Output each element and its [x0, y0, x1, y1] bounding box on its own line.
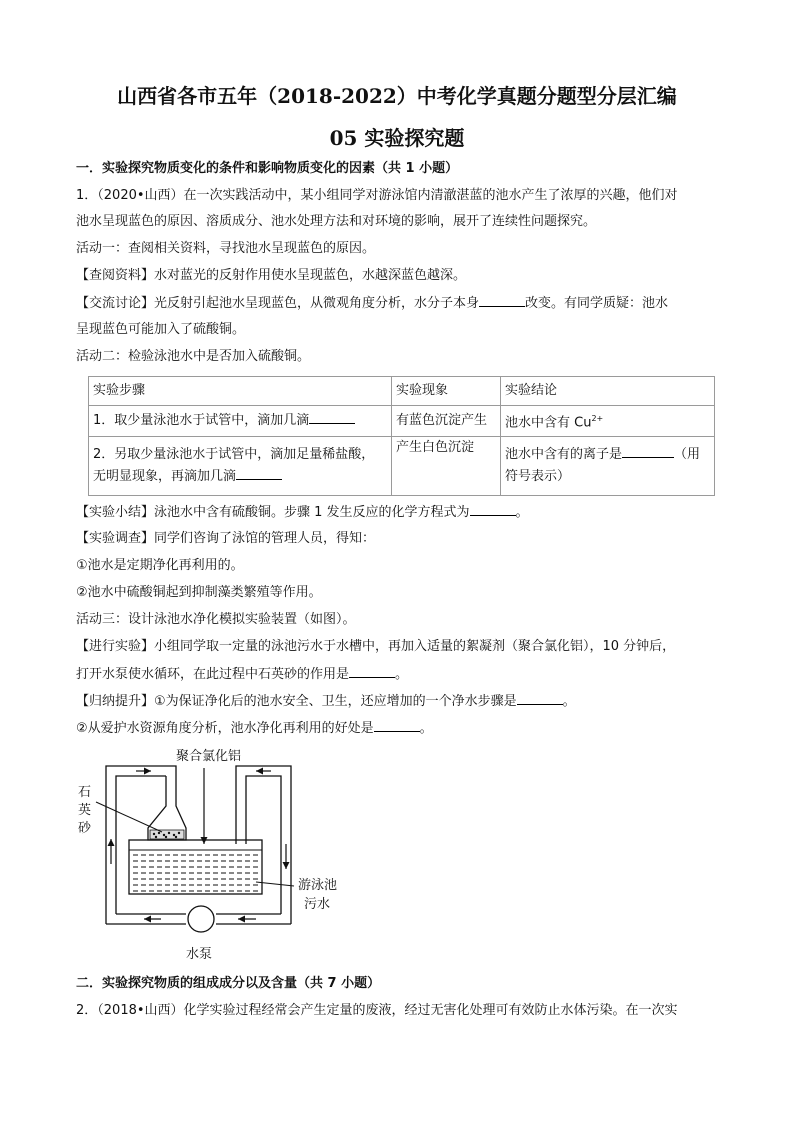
- pump-icon: [188, 906, 214, 932]
- row1-conclusion: [501, 406, 715, 437]
- label-sand-1: 石: [78, 785, 92, 800]
- header-phenomenon: 实验现象: [392, 377, 501, 406]
- label-pool-water-1: 游泳池: [298, 878, 338, 893]
- header-step: 实验步骤: [89, 377, 392, 406]
- row1-phenomenon: 有蓝色沉淀产生: [392, 406, 501, 437]
- question-1-text-cont: 池水呈现蓝色的原因、溶质成分、池水处理方法和对环境的影响，展开了连续性问题探究。: [76, 214, 597, 229]
- row2-step-line2-text: 无明显现象，再滴加几滴: [93, 469, 237, 484]
- survey: 【实验调查】同学们咨询了泳馆的管理人员，得知：: [76, 531, 376, 546]
- summary-text: 【实验小结】泳池水中含有硫酸铜。步骤 1 发生反应的化学方程式为: [76, 505, 470, 520]
- row2-phenomenon: 产生白色沉淀: [392, 437, 501, 496]
- procedure-end: 。: [395, 667, 409, 682]
- experiment-table: [88, 376, 715, 496]
- row1-conclusion-text: 池水中含有 Cu: [505, 415, 592, 431]
- answer-blank[interactable]: [309, 411, 355, 424]
- label-sand-3: 砂: [78, 821, 92, 836]
- section-2-heading: 二．实验探究物质的组成成分以及含量（共 7 小题）: [76, 976, 381, 991]
- label-pump: 水泵: [186, 947, 213, 962]
- summary-1-end: 。: [562, 694, 576, 709]
- answer-blank[interactable]: [470, 503, 516, 516]
- page-title: 山西省各市五年（2018-2022）中考化学真题分题型分层汇编: [117, 84, 677, 108]
- discussion-cont: 呈现蓝色可能加入了硫酸铜。: [76, 322, 246, 337]
- page-subtitle: 05 实验探究题: [329, 126, 465, 150]
- experiment-summary: [76, 503, 529, 522]
- discussion-text-a: 【交流讨论】光反射引起池水呈现蓝色，从微观角度分析，水分子本身: [76, 296, 480, 311]
- summary-2-text: ②从爱护水资源角度分析，池水净化再利用的好处是: [76, 721, 374, 736]
- charge-superscript: 2+: [591, 413, 604, 423]
- discussion: [76, 294, 668, 313]
- pipe-loop: [106, 766, 291, 924]
- water-tank: [129, 840, 262, 894]
- answer-blank[interactable]: [374, 719, 420, 732]
- activity-3: 活动三：设计泳池水净化模拟实验装置（如图）。: [76, 612, 356, 627]
- row2-conclusion-line1: [505, 444, 710, 466]
- summary-end: 。: [515, 505, 529, 520]
- table-row: [89, 406, 715, 437]
- question-2-text: 2．（2018•山西）化学实验过程经常会产生定量的废液，经过无害化处理可有效防止水体污染。在一次实: [76, 1003, 678, 1018]
- row1-step: [89, 406, 392, 437]
- row2-step-line1: 2．另取少量泳池水于试管中，滴加足量稀盐酸，: [93, 447, 375, 462]
- row2-step-line2: [93, 466, 387, 488]
- answer-blank[interactable]: [622, 445, 674, 458]
- discussion-text-b: 改变。有同学质疑：池水: [525, 296, 669, 311]
- answer-blank[interactable]: [517, 692, 563, 705]
- summary-1: [76, 692, 576, 711]
- row2-step: [89, 437, 392, 496]
- header-conclusion: 实验结论: [501, 377, 715, 406]
- summary-2: [76, 719, 433, 738]
- label-sand-2: 英: [78, 803, 92, 818]
- activity-2: 活动二：检验泳池水中是否加入硫酸铜。: [76, 349, 311, 364]
- fact-1: ①池水是定期净化再利用的。: [76, 558, 244, 573]
- row1-step-text: 1．取少量泳池水于试管中，滴加几滴: [93, 413, 310, 428]
- answer-blank[interactable]: [349, 665, 395, 678]
- table-row: [89, 437, 715, 496]
- row2-conclusion: [501, 437, 715, 496]
- row2-conclusion-line2: 符号表示）: [505, 469, 571, 484]
- label-coagulant: 聚合氯化铝: [176, 749, 242, 764]
- activity-1: 活动一：查阅相关资料，寻找池水呈现蓝色的原因。: [76, 241, 376, 256]
- summary-1-text: 【归纳提升】①为保证净化后的池水安全、卫生，还应增加的一个净水步骤是: [76, 694, 517, 709]
- fact-2: ②池水中硫酸铜起到抑制藻类繁殖等作用。: [76, 585, 322, 600]
- row2-conclusion-note: （用: [674, 447, 701, 462]
- purification-apparatus-diagram: [76, 744, 386, 966]
- table-header-row: [89, 377, 715, 406]
- row2-conclusion-text: 池水中含有的离子是: [505, 447, 623, 462]
- label-pool-water-2: 污水: [304, 897, 331, 912]
- experiment-procedure: 【进行实验】小组同学取一定量的泳池污水于水槽中，再加入适量的絮凝剂（聚合氯化铝），10 分钟后，: [76, 639, 676, 654]
- sand-filter-funnel: [148, 776, 186, 840]
- answer-blank[interactable]: [479, 294, 525, 307]
- experiment-procedure-cont: [76, 665, 408, 684]
- section-1-heading: 一．实验探究物质变化的条件和影响物质变化的因素（共 1 小题）: [76, 161, 459, 176]
- summary-2-end: 。: [419, 721, 433, 736]
- lookup-info: 【查阅资料】水对蓝光的反射作用使水呈现蓝色，水越深蓝色越深。: [76, 268, 467, 283]
- question-1-text: 1．（2020•山西）在一次实践活动中，某小组同学对游泳馆内清澈湛蓝的池水产生了浓厚的兴趣，他们对: [76, 188, 678, 203]
- flow-arrows: [111, 768, 286, 919]
- answer-blank[interactable]: [236, 467, 282, 480]
- procedure-text: 打开水泵使水循环，在此过程中石英砂的作用是: [76, 667, 350, 682]
